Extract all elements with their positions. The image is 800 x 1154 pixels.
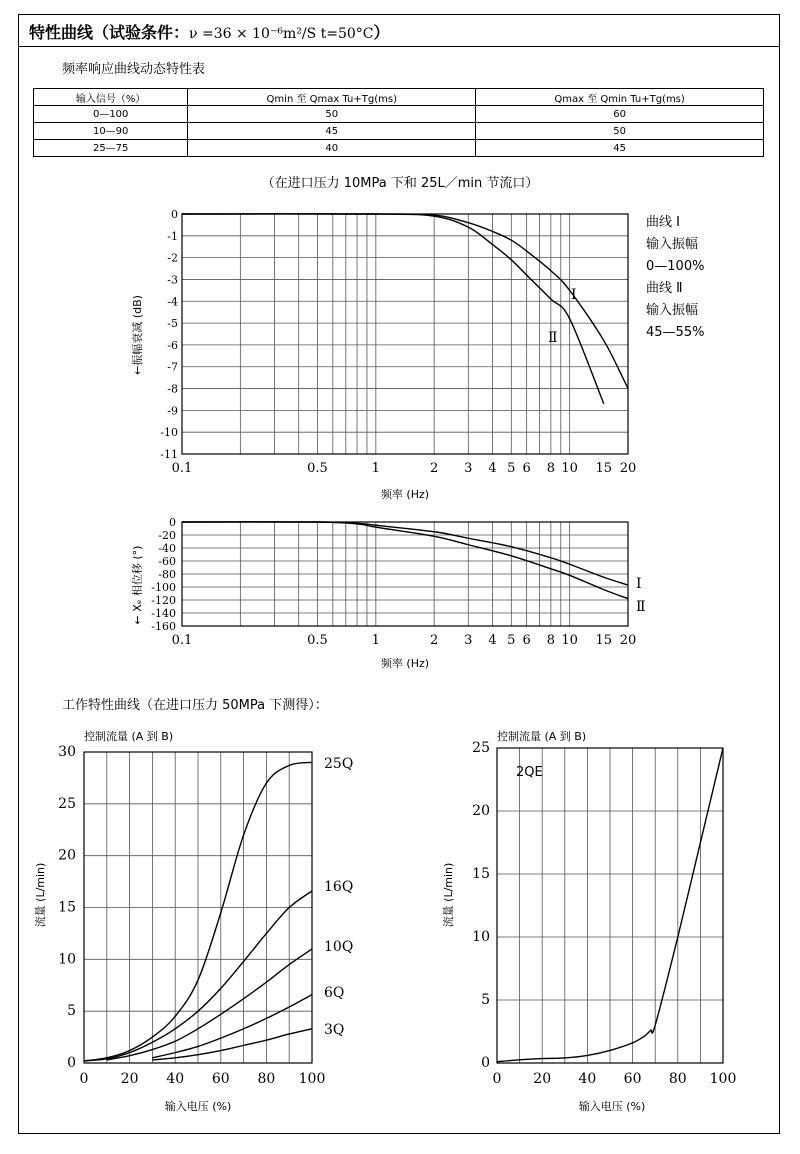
x-tick-label: 2 [430, 461, 439, 476]
table-cell: 0—100 [34, 106, 188, 123]
y-tick-label: 0 [171, 208, 178, 221]
y-tick-label: -6 [167, 338, 178, 352]
y-tick-label: -10 [160, 426, 178, 440]
y-tick-label: -160 [151, 620, 176, 633]
y-tick-label: -120 [151, 594, 176, 607]
y-axis-title: ←振幅衰减 (dB) [131, 295, 144, 375]
y-tick-label: 20 [472, 803, 490, 819]
y-tick-label: 25 [472, 740, 490, 756]
x-tick-label: 5 [507, 461, 516, 476]
y-tick-label: 0 [169, 516, 176, 529]
y-tick-label: -2 [167, 251, 178, 265]
y-axis-title: 流量 (L/min) [34, 862, 47, 928]
y-tick-label: 5 [67, 1003, 76, 1020]
table-cell: 50 [476, 123, 764, 140]
chart-title: 控制流量 (A 到 B) [84, 730, 174, 743]
y-tick-label: 15 [472, 866, 490, 882]
table-cell: 45 [476, 140, 764, 157]
x-tick-label: 0.5 [307, 461, 328, 476]
y-tick-label: -7 [167, 360, 178, 374]
x-tick-label: 80 [668, 1071, 687, 1087]
y-tick-label: 25 [58, 795, 76, 812]
legend-curve-2: 曲线 Ⅱ [646, 281, 683, 296]
x-tick-label: 0 [492, 1071, 502, 1087]
page-title [29, 20, 390, 43]
header-bar [19, 15, 779, 47]
table-row [34, 123, 764, 140]
series-label: 25Q [324, 756, 354, 772]
y-tick-label: -80 [158, 568, 176, 581]
y-tick-label: -5 [167, 317, 178, 331]
x-tick-label: 3 [464, 461, 473, 476]
legend-curve-2-amp-label: 输入振幅 [646, 303, 699, 318]
y-tick-label: -60 [158, 555, 176, 568]
legend-curve-1: 曲线 Ⅰ [646, 215, 680, 230]
legend-curve-1-amp-label: 输入振幅 [646, 237, 699, 252]
x-tick-label: 80 [257, 1071, 276, 1087]
work-curves-title: 工作特性曲线（在进口压力 50MPa 下测得）： [62, 698, 328, 713]
x-tick-label: 0.1 [171, 461, 193, 476]
x-tick-label: 20 [533, 1071, 552, 1087]
y-tick-label: -1 [167, 229, 178, 243]
x-tick-label: 0.5 [307, 633, 328, 648]
x-tick-label: 6 [522, 633, 531, 648]
series-label: Ⅱ [636, 599, 646, 615]
x-tick-label: 20 [120, 1071, 139, 1087]
x-tick-label: 10 [561, 633, 578, 648]
x-tick-label: 4 [488, 461, 497, 476]
table-header-row [34, 89, 764, 106]
table-header-cell: Qmax 至 Qmin Tu+Tg(ms) [476, 89, 764, 106]
table-cell: 60 [476, 106, 764, 123]
y-tick-label: -4 [167, 295, 178, 309]
series-label: Ⅰ [636, 576, 642, 592]
table-row [34, 106, 764, 123]
x-tick-label: 6 [522, 461, 531, 476]
y-tick-label: -20 [158, 529, 176, 542]
series-label: 10Q [324, 939, 354, 955]
y-tick-label: -11 [160, 448, 178, 461]
test-note: （在进口压力 10MPa 下和 25L／min 节流口） [261, 176, 539, 191]
table-cell: 50 [188, 106, 476, 123]
table-cell: 40 [188, 140, 476, 157]
legend-curve-1-amp: 0—100% [646, 259, 705, 274]
x-tick-label: 40 [166, 1071, 185, 1087]
x-tick-label: 15 [595, 461, 613, 476]
x-tick-label: 8 [546, 633, 556, 648]
y-tick-label: 0 [67, 1055, 76, 1071]
chart-legend [646, 212, 704, 344]
y-tick-label: 10 [472, 929, 490, 945]
table-cell: 10—90 [34, 123, 188, 140]
x-tick-label: 100 [709, 1071, 737, 1087]
y-tick-label: 20 [58, 847, 76, 864]
x-tick-label: 20 [619, 633, 637, 648]
series-label: 6Q [324, 985, 345, 1001]
x-tick-label: 4 [488, 633, 497, 648]
y-tick-label: -140 [151, 607, 176, 620]
x-tick-label: 8 [546, 461, 556, 476]
y-tick-label: -3 [167, 273, 178, 287]
table-header-cell: Qmin 至 Qmax Tu+Tg(ms) [188, 89, 476, 106]
chart-title: 控制流量 (A 到 B) [497, 730, 587, 743]
x-tick-label: 0 [79, 1071, 89, 1087]
x-tick-label: 1 [371, 461, 380, 476]
series-label: Ⅰ [571, 287, 577, 303]
title-close: ） [373, 23, 390, 42]
x-axis-title: 频率 (Hz) [380, 488, 430, 501]
y-tick-label: -100 [151, 581, 176, 594]
legend-curve-2-amp: 45—55% [646, 325, 705, 340]
table-caption: 频率响应曲线动态特性表 [62, 62, 206, 77]
y-tick-label: 10 [58, 951, 76, 968]
y-axis-title: 流量 (L/min) [442, 862, 455, 928]
x-axis-title: 输入电压 (%) [578, 1100, 646, 1113]
series-label: 3Q [324, 1022, 345, 1038]
x-tick-label: 1 [371, 633, 380, 648]
series-label: 16Q [324, 879, 354, 895]
y-axis-title: ← Xₑ 相位移 (°) [131, 545, 144, 625]
y-tick-label: -8 [167, 382, 178, 396]
test-condition: ν =36 × 10⁻⁶m²/S t=50°C [189, 26, 374, 42]
table-cell: 25—75 [34, 140, 188, 157]
x-tick-label: 60 [623, 1071, 642, 1087]
table-row [34, 140, 764, 157]
x-tick-label: 40 [578, 1071, 597, 1087]
dynamic-spec-table [33, 88, 764, 157]
series-label: Ⅱ [548, 330, 558, 346]
x-tick-label: 10 [561, 461, 578, 476]
x-tick-label: 20 [619, 461, 637, 476]
x-axis-title: 输入电压 (%) [164, 1100, 232, 1113]
title-text: 特性曲线（试验条件： [29, 23, 190, 42]
x-tick-label: 0.1 [171, 633, 193, 648]
y-tick-label: 15 [58, 899, 76, 916]
x-tick-label: 5 [507, 633, 516, 648]
y-tick-label: -9 [167, 404, 178, 418]
y-tick-label: 30 [58, 744, 76, 760]
x-axis-title: 频率 (Hz) [380, 657, 430, 670]
x-tick-label: 2 [430, 633, 439, 648]
y-tick-label: -40 [158, 542, 176, 555]
table-header-cell: 输入信号（%） [34, 89, 188, 106]
chart-annotation: 2QE [516, 765, 543, 780]
y-tick-label: 5 [481, 992, 490, 1008]
x-tick-label: 15 [595, 633, 613, 648]
x-tick-label: 100 [298, 1071, 326, 1087]
x-tick-label: 3 [464, 633, 473, 648]
y-tick-label: 0 [481, 1055, 490, 1071]
x-tick-label: 60 [211, 1071, 230, 1087]
table-cell: 45 [188, 123, 476, 140]
